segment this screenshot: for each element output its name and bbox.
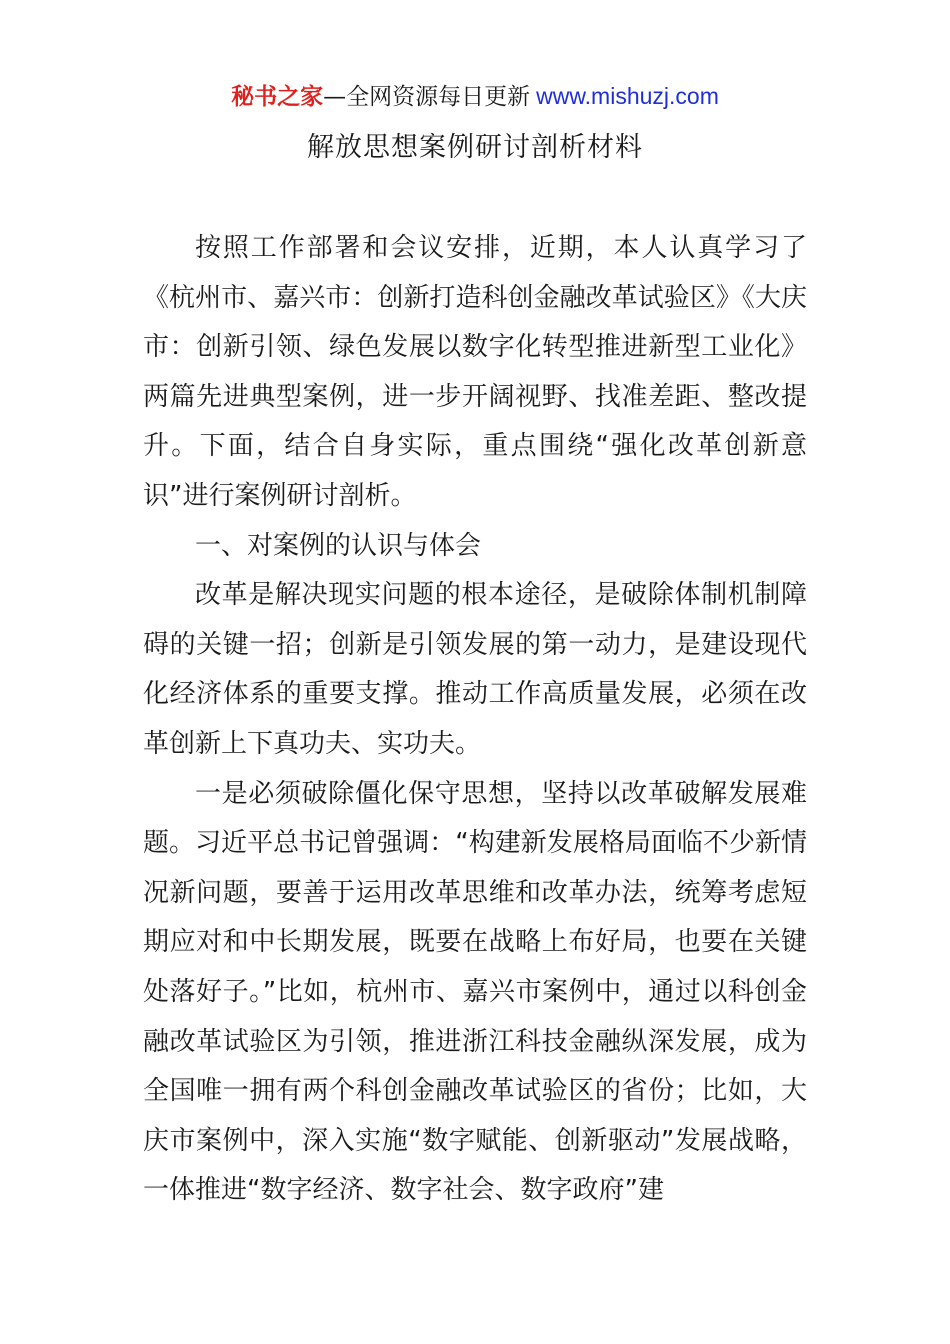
- body-paragraph: 一是必须破除僵化保守思想，坚持以改革破解发展难题。习近平总书记曾强调：“构建新发展格局面临不少新情况新问题，要善于运用改革思维和改革办法，统筹考虑短期应对和中长期发展，既要在战略上布好局，也要在关键处落好子。”比如，杭州市、嘉兴市案例中，通过以科创金融改革试验区为引领，推进浙江科技金融纵深发展，成为全国唯一拥有两个科创金融改革试验区的省份；比如，大庆市案例中，深入实施“数字赋能、创新驱动”发展战略，一体推进“数字经济、数字社会、数字政府”建: [143, 778, 807, 1206]
- header-tagline: —全网资源每日更新: [323, 84, 531, 110]
- document-body: [143, 224, 807, 1216]
- body-paragraph: 改革是解决现实问题的根本途径，是破除体制机制障碍的关键一招；创新是引领发展的第一动力，是建设现代化经济体系的重要支撑。推动工作高质量发展，必须在改革创新上下真功夫、实功夫。: [143, 580, 807, 759]
- site-header: [0, 80, 950, 113]
- site-url-link[interactable]: www.mishuzj.com: [536, 83, 719, 109]
- document-title: 解放思想案例研讨剖析材料: [307, 132, 643, 163]
- intro-paragraph: 按照工作部署和会议安排，近期，本人认真学习了《杭州市、嘉兴市：创新打造科创金融改革试验区》《大庆市：创新引领、绿色发展以数字化转型推进新型工业化》两篇先进典型案例，进一步开阔视野、找准差距、整改提升。下面，结合自身实际，重点围绕“强化改革创新意识”进行案例研讨剖析。: [143, 233, 807, 511]
- brand-name: 秘书之家: [231, 84, 324, 110]
- section-heading: 一、对案例的认识与体会: [195, 530, 482, 561]
